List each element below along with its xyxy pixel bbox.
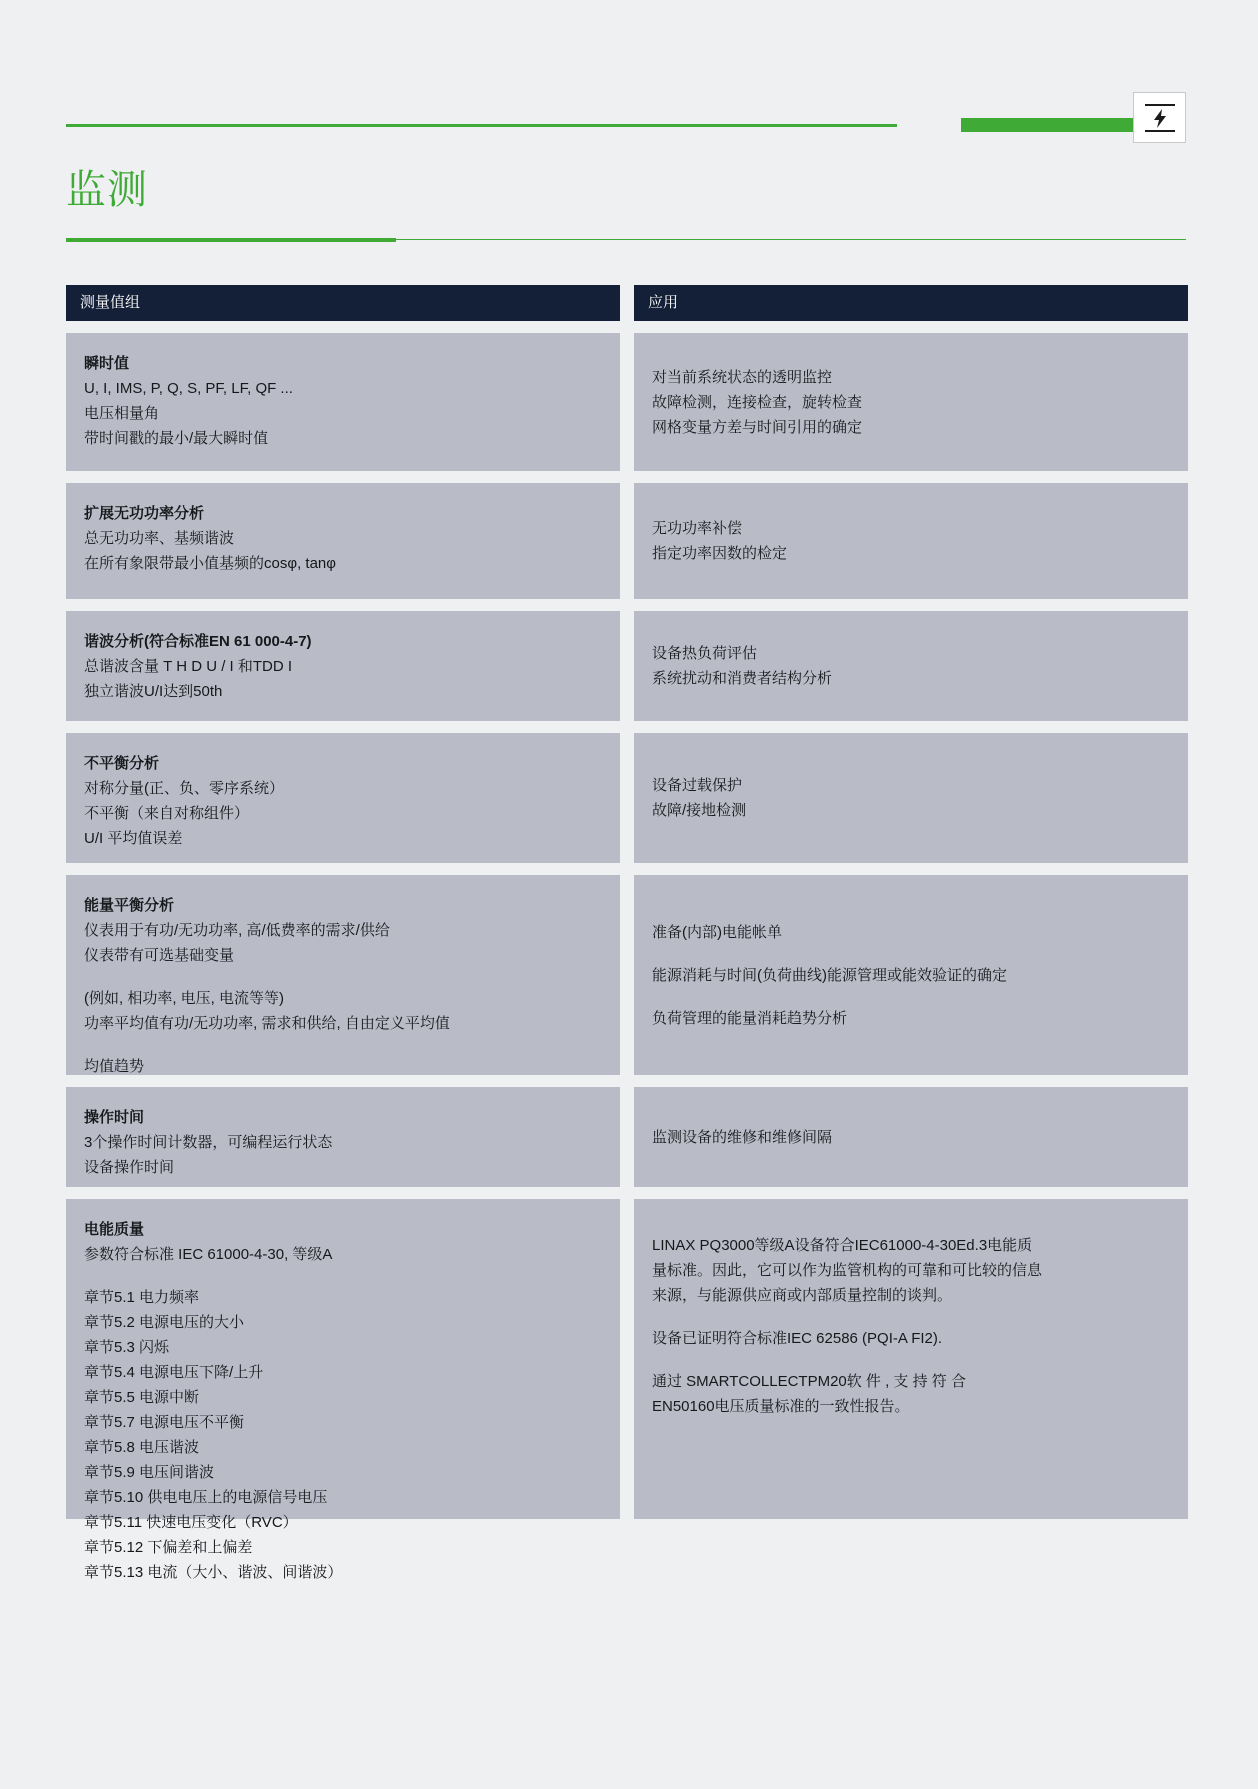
column-header-measurement: 测量值组 [66, 285, 620, 321]
table-row-power-quality-left [66, 1199, 620, 1581]
lightning-bolt-icon [1133, 92, 1186, 143]
cell-title: 瞬时值 [84, 355, 130, 372]
cell-line: 设备操作时间 [84, 1159, 175, 1176]
cell-line: U/I 平均值误差 [84, 830, 183, 847]
cell-line: 参数符合标准 IEC 61000-4-30, 等级A [84, 1246, 333, 1263]
cell-line: 设备过载保护 [652, 777, 743, 794]
cell-title: 能量平衡分析 [84, 897, 175, 914]
cell-line: 系统扰动和消费者结构分析 [652, 670, 833, 687]
cell-line: 章节5.10 供电电压上的电源信号电压 [84, 1489, 328, 1506]
cell-spacer [652, 945, 1170, 963]
cell-spacer [84, 968, 602, 986]
cell-line: 通过 SMARTCOLLECTPM20软 件 , 支 持 符 合 [652, 1373, 966, 1390]
table-row-operating-time-right [634, 1087, 1188, 1187]
cell-line: 指定功率因数的检定 [652, 545, 788, 562]
table-row-operating-time-left [66, 1087, 620, 1187]
cell-spacer [652, 1308, 1170, 1326]
cell-line: EN50160电压质量标准的一致性报告。 [652, 1398, 910, 1415]
cell-line: 章节5.5 电源中断 [84, 1389, 200, 1406]
cell-line: 章节5.2 电源电压的大小 [84, 1314, 245, 1331]
table-row-unbalance-right [634, 733, 1188, 863]
cell-line: 章节5.4 电源电压下降/上升 [84, 1364, 264, 1381]
cell-line: 仪表带有可选基础变量 [84, 947, 235, 964]
cell-line: 总无功功率、基频谐波 [84, 530, 235, 547]
measurement-group-column [66, 285, 620, 1581]
header-rule-group [66, 118, 1186, 134]
cell-spacer [84, 1267, 602, 1285]
table-row-reactive-power-right [634, 483, 1188, 599]
table-row-power-quality-right [634, 1199, 1188, 1519]
cell-line: 对称分量(正、负、零序系统） [84, 780, 284, 797]
cell-line: LINAX PQ3000等级A设备符合IEC61000-4-30Ed.3电能质 [652, 1237, 1033, 1254]
cell-spacer [652, 1351, 1170, 1369]
cell-line: 不平衡（来自对称组件） [84, 805, 250, 822]
cell-title: 扩展无功功率分析 [84, 505, 205, 522]
page-title: 监测 [66, 168, 148, 212]
cell-line: 带时间戳的最小/最大瞬时值 [84, 430, 269, 447]
cell-line: 无功功率补偿 [652, 520, 743, 537]
cell-line: 网格变量方差与时间引用的确定 [652, 418, 863, 436]
cell-line: 对当前系统状态的透明监控 [652, 368, 833, 386]
cell-line: 来源，与能源供应商或内部质量控制的谈判。 [652, 1287, 953, 1304]
cell-line: 章节5.9 电压间谐波 [84, 1464, 215, 1481]
table-row-instantaneous-left [66, 333, 620, 471]
cell-line: 设备已证明符合标准IEC 62586 (PQI-A FI2). [652, 1330, 943, 1347]
cell-title: 电能质量 [84, 1221, 145, 1238]
cell-line: 在所有象限带最小值基频的cosφ, tanφ [84, 555, 336, 572]
cell-spacer [652, 988, 1170, 1006]
cell-line: 负荷管理的能量消耗趋势分析 [652, 1009, 848, 1027]
table-row-harmonics-right [634, 611, 1188, 721]
cell-line: 故障/接地检测 [652, 802, 747, 819]
cell-line: 章节5.7 电源电压不平衡 [84, 1414, 245, 1431]
cell-line: 能源消耗与时间(负荷曲线)能源管理或能效验证的确定 [652, 966, 1007, 984]
cell-line: 总谐波含量 T H D U / I 和TDD I [84, 658, 293, 675]
cell-line: 故障检测，连接检查，旋转检查 [652, 393, 863, 411]
monitoring-table [66, 285, 1188, 1581]
cell-line: 电压相量角 [84, 405, 160, 422]
table-row-unbalance-left [66, 733, 620, 863]
table-row-instantaneous-right [634, 333, 1188, 471]
cell-title: 操作时间 [84, 1109, 145, 1126]
cell-line: 3个操作时间计数器，可编程运行状态 [84, 1134, 333, 1151]
cell-spacer [652, 1217, 1170, 1233]
column-header-application: 应用 [634, 285, 1188, 321]
cell-line: 量标准。因此，它可以作为监管机构的可靠和可比较的信息 [652, 1262, 1043, 1279]
table-row-reactive-power-left [66, 483, 620, 599]
cell-line: 功率平均值有功/无功功率, 需求和供给, 自由定义平均值 [84, 1015, 450, 1032]
table-row-harmonics-left [66, 611, 620, 721]
table-row-energy-balance-left [66, 875, 620, 1075]
cell-spacer [84, 1036, 602, 1054]
title-underline [66, 238, 1186, 242]
cell-line: 章节5.1 电力频率 [84, 1289, 200, 1306]
cell-line: 均值趋势 [84, 1058, 145, 1075]
cell-line: (例如, 相功率, 电压, 电流等等) [84, 990, 284, 1007]
cell-title: 不平衡分析 [84, 755, 160, 772]
cell-line: 章节5.13 电流（大小、谐波、间谐波） [84, 1564, 343, 1581]
cell-line: 仪表用于有功/无功功率, 高/低费率的需求/供给 [84, 922, 390, 939]
cell-line: 章节5.11 快速电压变化（RVC） [84, 1514, 298, 1531]
title-underline-accent [66, 238, 396, 242]
table-row-energy-balance-right [634, 875, 1188, 1075]
cell-title: 谐波分析(符合标准EN 61 000-4-7) [84, 633, 312, 650]
cell-line: 独立谐波U/I达到50th [84, 683, 223, 700]
cell-line: 章节5.12 下偏差和上偏差 [84, 1539, 253, 1556]
header-thin-rule [66, 124, 897, 127]
cell-line: 章节5.3 闪烁 [84, 1339, 170, 1356]
cell-line: 章节5.8 电压谐波 [84, 1439, 200, 1456]
cell-line: 监测设备的维修和维修间隔 [652, 1128, 833, 1146]
cell-line: 准备(内部)电能帐单 [652, 923, 782, 941]
cell-line: U, I, IMS, P, Q, S, PF, LF, QF ... [84, 380, 293, 397]
application-column [634, 285, 1188, 1519]
cell-line: 设备热负荷评估 [652, 645, 758, 662]
